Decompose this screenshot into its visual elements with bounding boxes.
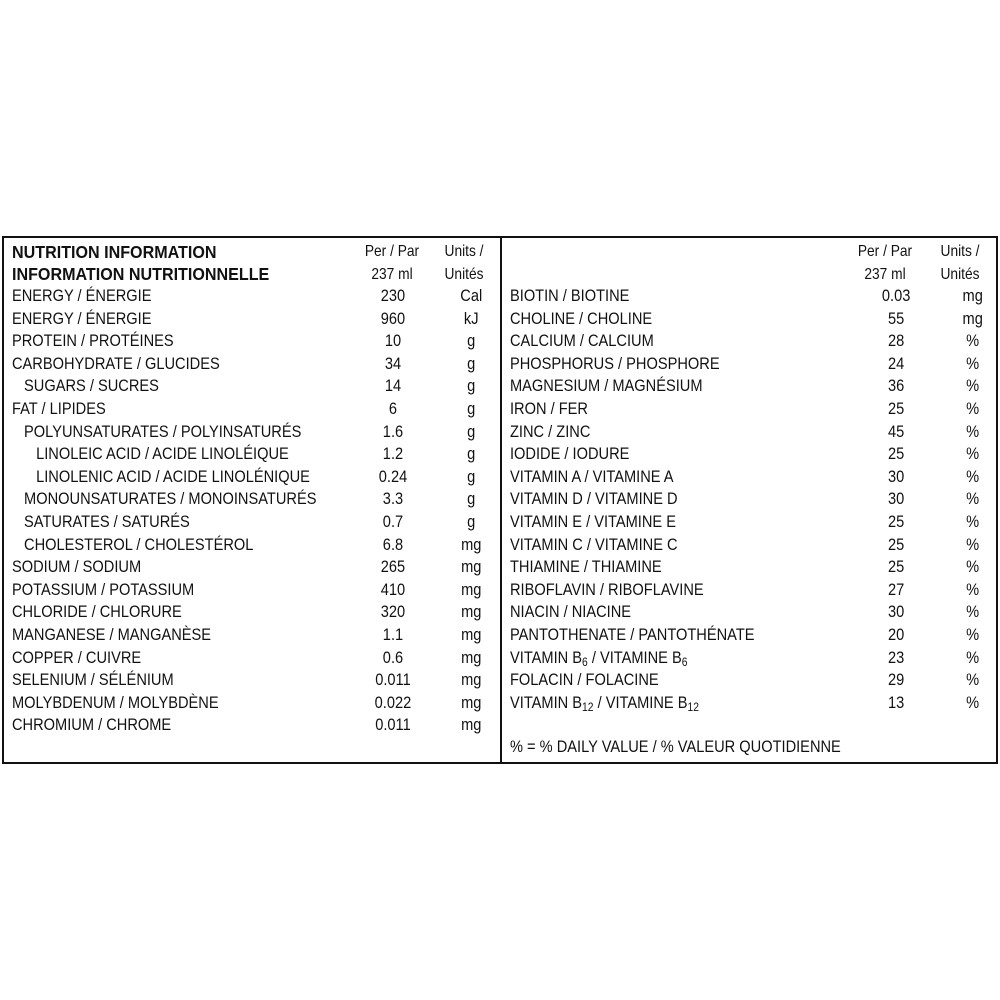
nutrient-row bbox=[510, 488, 991, 511]
nutrient-label: NIACIN / NIACINE bbox=[510, 602, 632, 622]
nutrient-row bbox=[12, 308, 495, 331]
nutrient-row bbox=[510, 308, 991, 331]
right-rows bbox=[510, 285, 992, 714]
right-header bbox=[510, 238, 992, 285]
nutrient-value: 0.7 bbox=[382, 511, 404, 531]
nutrient-value: 36 bbox=[887, 376, 905, 396]
label-part: VITAMIN B bbox=[510, 647, 583, 667]
nutrient-value: 25 bbox=[887, 557, 905, 577]
nutrient-label: RIBOFLAVIN / RIBOFLAVINE bbox=[510, 579, 704, 599]
nutrient-label: THIAMINE / THIAMINE bbox=[510, 557, 662, 577]
nutrient-row bbox=[510, 375, 991, 398]
nutrient-label: CHROMIUM / CHROME bbox=[12, 715, 172, 735]
nutrient-unit: % bbox=[966, 398, 980, 418]
nutrient-value: 25 bbox=[887, 444, 905, 464]
nutrient-unit: g bbox=[467, 489, 476, 509]
nutrient-unit: % bbox=[966, 557, 980, 577]
nutrient-value: 0.03 bbox=[881, 286, 911, 305]
nutrient-row bbox=[510, 330, 991, 353]
daily-value-footnote: % = % DAILY VALUE / % VALEUR QUOTIDIENNE bbox=[510, 737, 841, 756]
nutrient-unit: g bbox=[467, 376, 476, 396]
nutrient-label: MOLYBDENUM / MOLYBDÈNE bbox=[12, 692, 219, 712]
nutrient-row bbox=[12, 443, 495, 466]
nutrient-unit: mg bbox=[461, 670, 482, 690]
nutrient-unit: g bbox=[467, 511, 476, 531]
nutrient-value: 28 bbox=[887, 331, 905, 351]
nutrient-value: 34 bbox=[384, 353, 402, 373]
nutrient-label: SELENIUM / SÉLÉNIUM bbox=[12, 670, 174, 690]
nutrient-row bbox=[12, 511, 495, 534]
nutrient-row bbox=[12, 488, 495, 511]
nutrient-unit: mg bbox=[461, 624, 482, 644]
nutrient-value: 0.011 bbox=[375, 715, 411, 735]
nutrient-unit: g bbox=[467, 353, 476, 373]
label-part: / VITAMINE B bbox=[593, 692, 688, 712]
nutrient-value: 25 bbox=[887, 511, 905, 531]
nutrient-row bbox=[510, 647, 991, 670]
nutrient-label: MONOUNSATURATES / MONOINSATURÉS bbox=[24, 489, 317, 509]
nutrient-value: 27 bbox=[887, 579, 905, 599]
nutrient-label: PROTEIN / PROTÉINES bbox=[12, 331, 174, 351]
nutrient-value: 24 bbox=[887, 353, 905, 373]
nutrient-unit: mg bbox=[461, 715, 482, 735]
nutrient-value: 0.011 bbox=[375, 670, 411, 690]
nutrient-label: MANGANESE / MANGANÈSE bbox=[12, 624, 212, 644]
right-units-line2: Unités bbox=[940, 265, 980, 283]
nutrient-row bbox=[510, 285, 991, 308]
nutrition-panel bbox=[2, 236, 998, 764]
nutrient-unit: % bbox=[966, 647, 980, 667]
nutrient-unit: % bbox=[966, 692, 980, 712]
nutrient-value: 1.6 bbox=[382, 421, 404, 441]
nutrient-unit: % bbox=[966, 670, 980, 690]
nutrient-label: VITAMIN C / VITAMINE C bbox=[510, 534, 678, 554]
nutrient-unit: % bbox=[966, 602, 980, 622]
nutrient-value: 30 bbox=[887, 466, 905, 486]
nutrient-unit: % bbox=[966, 466, 980, 486]
nutrient-value: 1.1 bbox=[382, 624, 404, 644]
nutrient-row bbox=[12, 353, 495, 376]
nutrient-label: VITAMIN D / VITAMINE D bbox=[510, 489, 678, 509]
nutrient-label: PHOSPHORUS / PHOSPHORE bbox=[510, 353, 720, 373]
nutrient-value: 30 bbox=[887, 602, 905, 622]
nutrient-value: 0.24 bbox=[378, 466, 408, 486]
subscript: 12 bbox=[582, 699, 594, 714]
nutrient-value: 10 bbox=[384, 331, 402, 351]
nutrient-label: IODIDE / IODURE bbox=[510, 444, 630, 464]
left-units-line2: Unités bbox=[444, 265, 484, 283]
nutrient-unit: mg bbox=[461, 692, 482, 712]
nutrient-row bbox=[510, 353, 991, 376]
left-header bbox=[12, 238, 496, 285]
right-per-line2: 237 ml bbox=[864, 265, 906, 283]
nutrient-label: BIOTIN / BIOTINE bbox=[510, 286, 630, 305]
nutrient-unit: mg bbox=[461, 602, 482, 622]
nutrient-row bbox=[510, 421, 991, 444]
nutrient-row bbox=[12, 330, 495, 353]
nutrient-value: 14 bbox=[384, 376, 402, 396]
left-units-heading bbox=[438, 241, 490, 286]
nutrient-row bbox=[12, 285, 495, 308]
nutrient-unit: g bbox=[467, 398, 476, 418]
nutrient-unit: mg bbox=[461, 534, 482, 554]
nutrient-row bbox=[510, 601, 991, 624]
nutrient-unit: % bbox=[966, 421, 980, 441]
nutrient-value: 30 bbox=[887, 489, 905, 509]
left-per-heading bbox=[358, 241, 427, 286]
nutrient-row bbox=[12, 534, 495, 557]
nutrient-row bbox=[510, 624, 991, 647]
nutrient-label: MAGNESIUM / MAGNÉSIUM bbox=[510, 376, 703, 396]
nutrient-unit: mg bbox=[461, 647, 482, 667]
nutrient-value: 1.2 bbox=[382, 444, 404, 464]
nutrient-label bbox=[510, 692, 699, 715]
nutrient-label: CHOLINE / CHOLINE bbox=[510, 308, 653, 328]
nutrient-row bbox=[510, 398, 991, 421]
nutrient-label: VITAMIN A / VITAMINE A bbox=[510, 466, 674, 486]
left-column bbox=[12, 238, 496, 737]
nutrient-unit: g bbox=[467, 421, 476, 441]
right-units-heading bbox=[934, 241, 986, 286]
label-part: VITAMIN B bbox=[510, 692, 583, 712]
nutrient-label: ZINC / ZINC bbox=[510, 421, 591, 441]
nutrient-unit: % bbox=[966, 376, 980, 396]
nutrient-row bbox=[510, 443, 991, 466]
nutrient-value: 29 bbox=[887, 670, 905, 690]
nutrient-label: ENERGY / ÉNERGIE bbox=[12, 286, 152, 305]
nutrient-label: SUGARS / SUCRES bbox=[24, 376, 159, 396]
nutrient-row bbox=[12, 466, 495, 489]
nutrient-row bbox=[510, 579, 991, 602]
nutrient-row bbox=[12, 714, 495, 737]
nutrient-label: LINOLENIC ACID / ACIDE LINOLÉNIQUE bbox=[36, 466, 310, 486]
nutrient-label: FAT / LIPIDES bbox=[12, 398, 106, 418]
nutrient-row bbox=[510, 669, 991, 692]
nutrient-value: 960 bbox=[380, 308, 406, 328]
column-divider bbox=[500, 238, 502, 762]
right-column bbox=[510, 238, 992, 756]
nutrient-value: 265 bbox=[380, 557, 406, 577]
nutrient-label bbox=[510, 647, 687, 670]
right-per-heading bbox=[851, 241, 920, 286]
nutrient-label: FOLACIN / FOLACINE bbox=[510, 670, 659, 690]
nutrient-row bbox=[510, 556, 991, 579]
nutrient-row bbox=[510, 511, 991, 534]
left-rows bbox=[12, 285, 496, 737]
nutrient-unit: kJ bbox=[463, 308, 479, 328]
nutrient-value: 6 bbox=[388, 398, 398, 418]
nutrient-unit: mg bbox=[461, 579, 482, 599]
right-per-line1: Per / Par bbox=[857, 243, 913, 260]
nutrient-unit: % bbox=[966, 331, 980, 351]
nutrient-row bbox=[510, 534, 991, 557]
nutrient-row bbox=[510, 466, 991, 489]
left-units-line1: Units / bbox=[444, 243, 484, 260]
nutrient-label: SODIUM / SODIUM bbox=[12, 557, 142, 577]
nutrient-row bbox=[12, 647, 495, 670]
nutrient-row bbox=[12, 579, 495, 602]
nutrient-row bbox=[12, 601, 495, 624]
left-per-line2: 237 ml bbox=[371, 265, 413, 283]
nutrient-label: POTASSIUM / POTASSIUM bbox=[12, 579, 195, 599]
right-units-line1: Units / bbox=[940, 243, 980, 260]
nutrient-row bbox=[12, 624, 495, 647]
nutrient-unit: % bbox=[966, 534, 980, 554]
nutrient-label: LINOLEIC ACID / ACIDE LINOLÉIQUE bbox=[36, 444, 289, 464]
nutrient-label: COPPER / CUIVRE bbox=[12, 647, 142, 667]
nutrient-value: 45 bbox=[887, 421, 905, 441]
nutrient-row bbox=[12, 692, 495, 715]
nutrient-unit: % bbox=[966, 511, 980, 531]
nutrient-label: CHOLESTEROL / CHOLESTÉROL bbox=[24, 534, 254, 554]
label-part: / VITAMINE B bbox=[587, 647, 682, 667]
nutrient-value: 20 bbox=[887, 624, 905, 644]
title-fr: INFORMATION NUTRITIONNELLE bbox=[12, 264, 270, 284]
subscript: 6 bbox=[681, 654, 688, 669]
nutrient-value: 25 bbox=[887, 398, 905, 418]
nutrient-row bbox=[12, 375, 495, 398]
nutrient-value: 0.6 bbox=[382, 647, 404, 667]
nutrient-unit: % bbox=[966, 444, 980, 464]
title-en: NUTRITION INFORMATION bbox=[12, 242, 217, 262]
nutrient-unit: % bbox=[966, 489, 980, 509]
nutrient-unit: % bbox=[966, 624, 980, 644]
nutrient-label: CARBOHYDRATE / GLUCIDES bbox=[12, 353, 220, 373]
nutrient-unit: mg bbox=[461, 557, 482, 577]
nutrient-label: POLYUNSATURATES / POLYINSATURÉS bbox=[24, 421, 302, 441]
nutrient-row bbox=[12, 556, 495, 579]
nutrient-value: 6.8 bbox=[382, 534, 404, 554]
nutrient-value: 3.3 bbox=[382, 489, 404, 509]
subscript: 12 bbox=[687, 699, 699, 714]
nutrient-value: 13 bbox=[887, 692, 905, 712]
nutrient-value: 23 bbox=[887, 647, 905, 667]
nutrient-value: 55 bbox=[887, 308, 905, 328]
nutrient-unit: mg bbox=[962, 308, 983, 328]
nutrient-value: 25 bbox=[887, 534, 905, 554]
nutrient-unit: g bbox=[467, 466, 476, 486]
subscript: 6 bbox=[582, 654, 588, 669]
nutrient-label: ENERGY / ÉNERGIE bbox=[12, 308, 152, 328]
nutrient-label: VITAMIN E / VITAMINE E bbox=[510, 511, 676, 531]
nutrient-row bbox=[510, 692, 991, 715]
nutrient-row bbox=[12, 398, 495, 421]
left-per-line1: Per / Par bbox=[364, 243, 420, 260]
nutrient-row bbox=[12, 421, 495, 444]
nutrient-unit: g bbox=[467, 331, 476, 351]
nutrient-label: SATURATES / SATURÉS bbox=[24, 511, 190, 531]
nutrient-value: 230 bbox=[380, 286, 406, 305]
nutrient-value: 320 bbox=[380, 602, 406, 622]
nutrient-row bbox=[12, 669, 495, 692]
nutrient-label: CHLORIDE / CHLORURE bbox=[12, 602, 182, 622]
nutrient-label: PANTOTHENATE / PANTOTHÉNATE bbox=[510, 624, 755, 644]
nutrient-unit: g bbox=[467, 444, 476, 464]
nutrient-value: 0.022 bbox=[374, 692, 412, 712]
nutrient-unit: % bbox=[966, 353, 980, 373]
nutrient-value: 410 bbox=[380, 579, 406, 599]
nutrient-label: CALCIUM / CALCIUM bbox=[510, 331, 654, 351]
nutrient-label: IRON / FER bbox=[510, 398, 588, 418]
nutrient-unit: mg bbox=[962, 286, 983, 305]
nutrient-unit: Cal bbox=[460, 286, 483, 305]
nutrient-unit: % bbox=[966, 579, 980, 599]
